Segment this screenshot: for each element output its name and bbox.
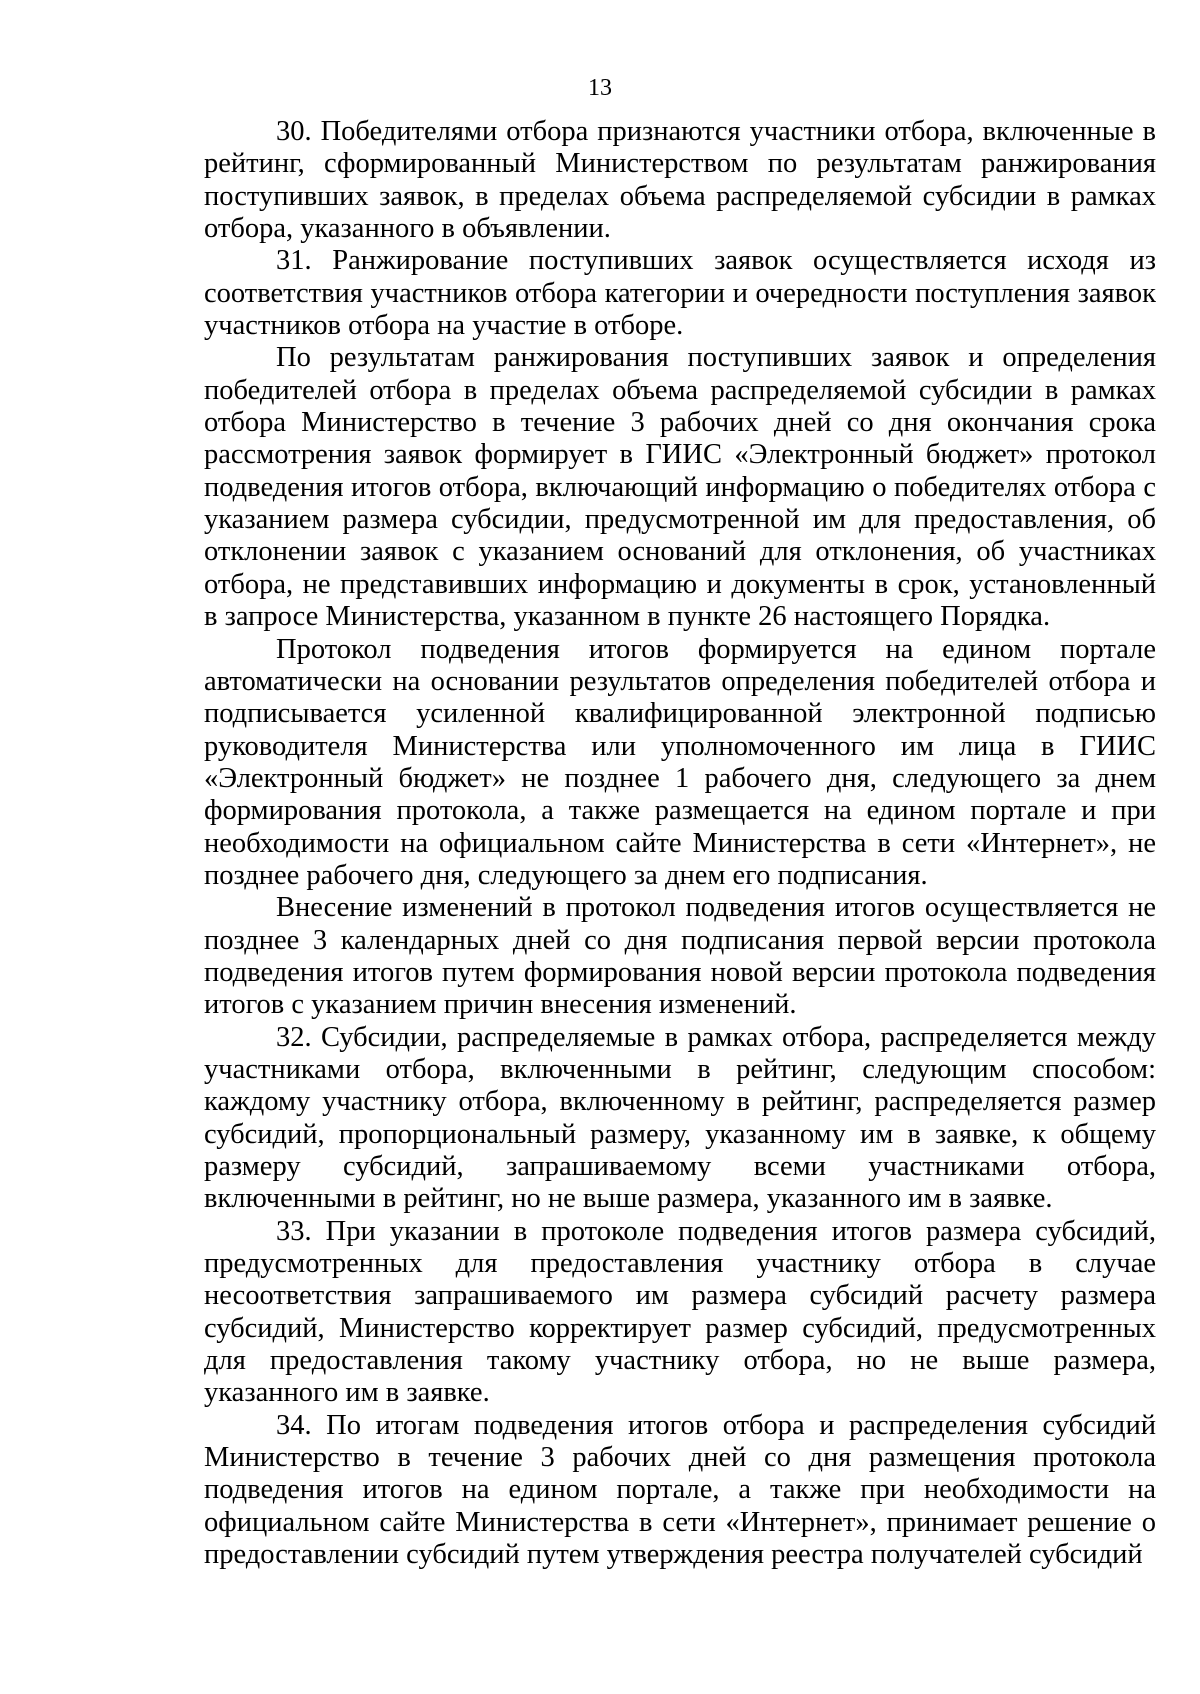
paragraph-30: 30. Победителями отбора признаются участники отбора, включенные в рейтинг, сформированный Министерством по результатам ранжирования поступивших заявок, в пределах объема распределяемой субсидии в рамках отбора, указанного в объявлении. bbox=[204, 116, 1156, 245]
paragraph-33: 33. При указании в протоколе подведения итогов размера субсидий, предусмотренных для предоставления участнику отбора в случае несоответствия запрашиваемого им размера субсидий расчету размера субсидий, Министерство корректирует размер субсидий, предусмотренных для предоставления такому участнику отбора, но не выше размера, указанного им в заявке. bbox=[204, 1215, 1156, 1409]
paragraph-31: 31. Ранжирование поступивших заявок осуществляется исходя из соответствия участников отбора категории и очередности поступления заявок участников отбора на участие в отборе. bbox=[204, 245, 1156, 342]
paragraph-ranking-results: По результатам ранжирования поступивших заявок и определения победителей отбора в пределах объема распределяемой субсидии в рамках отбора Министерство в течение 3 рабочих дней со дня окончания срока рассмотрения заявок формирует в ГИИС «Электронный бюджет» протокол подведения итогов отбора, включающий информацию о победителях отбора с указанием размера субсидии, предусмотренной им для предоставления, об отклонении заявок с указанием оснований для отклонения, об участниках отбора, не представивших информацию и документы в срок, установленный в запросе Министерства, указанном в пункте 26 настоящего Порядка. bbox=[204, 342, 1156, 633]
paragraph-32: 32. Субсидии, распределяемые в рамках отбора, распределяется между участниками отбора, включенными в рейтинг, следующим способом: каждому участнику отбора, включенному в рейтинг, распределяется размер субсидий, пропорциональный размеру, указанному им в заявке, к общему размеру субсидий, запрашиваемому всеми участниками отбора, включенными в рейтинг, но не выше размера, указанного им в заявке. bbox=[204, 1021, 1156, 1215]
document-body bbox=[204, 116, 1156, 1571]
paragraph-34: 34. По итогам подведения итогов отбора и распределения субсидий Министерство в течение 3 рабочих дней со дня размещения протокола подведения итогов на едином портале, а также при необходимости на официальном сайте Министерства в сети «Интернет», принимает решение о предоставлении субсидий путем утверждения реестра получателей субсидий bbox=[204, 1409, 1156, 1571]
page-number: 13 bbox=[588, 75, 612, 101]
paragraph-protocol-changes: Внесение изменений в протокол подведения итогов осуществляется не позднее 3 календарных дней со дня подписания первой версии протокола подведения итогов путем формирования новой версии протокола подведения итогов с указанием причин внесения изменений. bbox=[204, 892, 1156, 1021]
paragraph-protocol-formation: Протокол подведения итогов формируется на едином портале автоматически на основании результатов определения победителей отбора и подписывается усиленной квалифицированной электронной подписью руководителя Министерства или уполномоченного им лица в ГИИС «Электронный бюджет» не позднее 1 рабочего дня, следующего за днем формирования протокола, а также размещается на едином портале и при необходимости на официальном сайте Министерства в сети «Интернет», не позднее рабочего дня, следующего за днем его подписания. bbox=[204, 633, 1156, 891]
